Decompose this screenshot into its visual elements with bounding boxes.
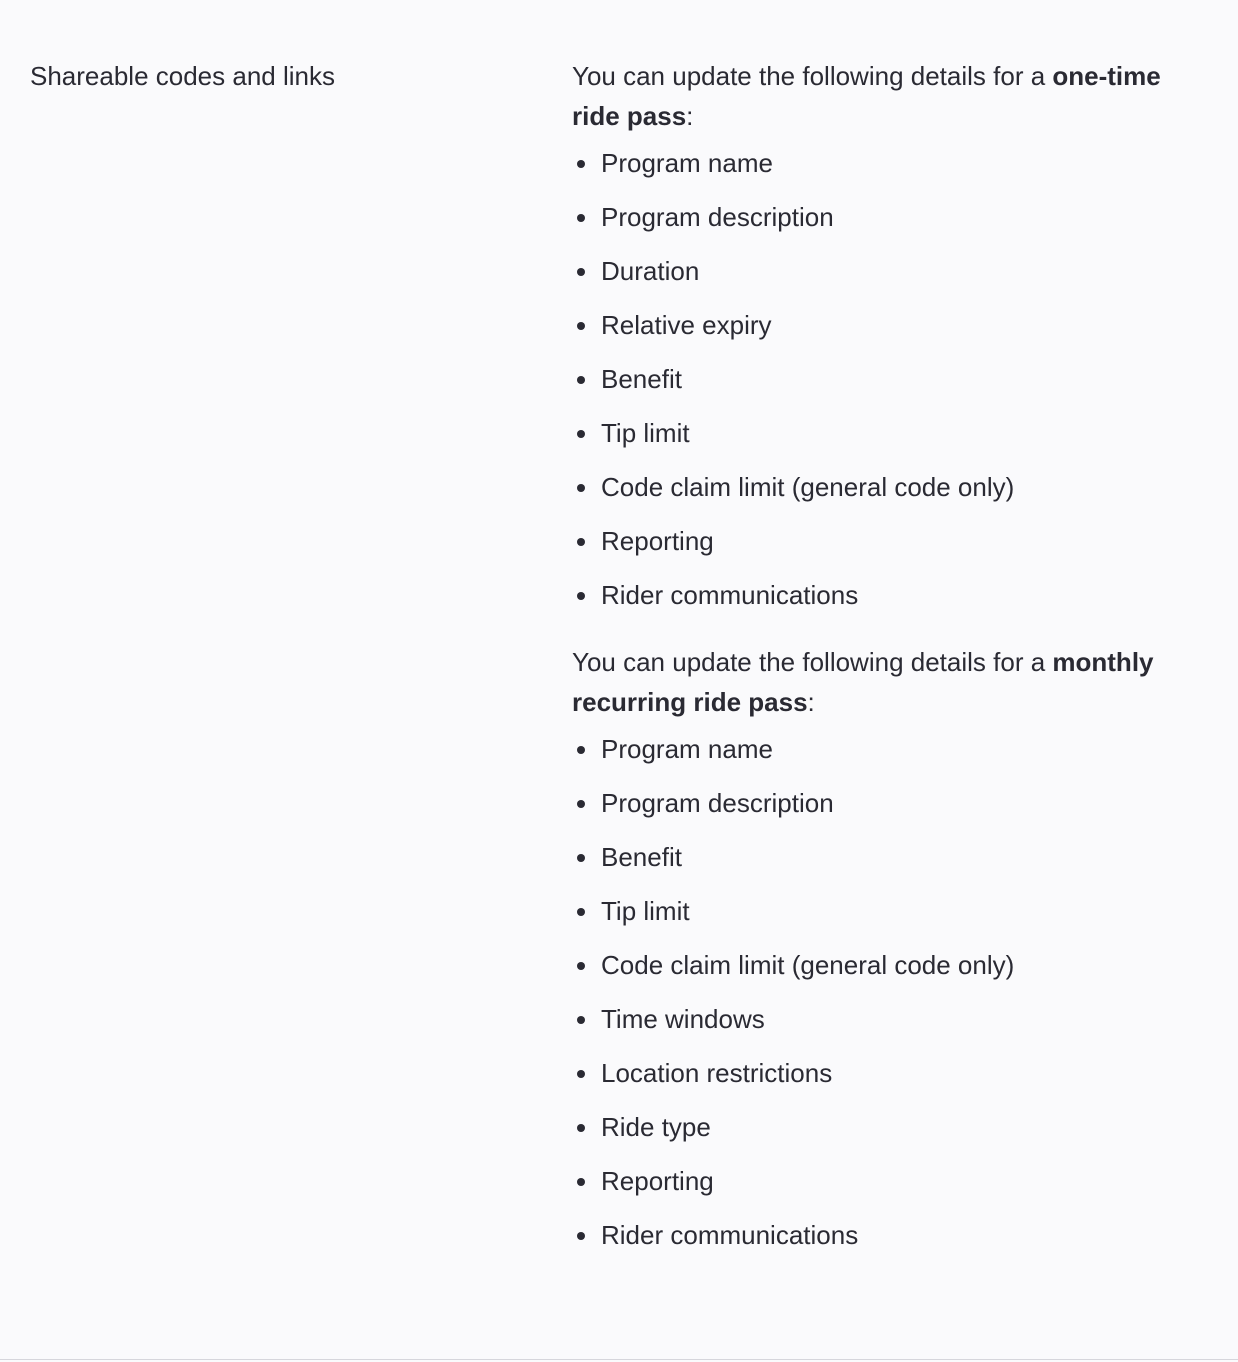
list-item	[572, 1056, 1212, 1090]
bullet-icon	[577, 1178, 585, 1186]
bullet-icon	[577, 1232, 585, 1240]
section-spacer	[572, 624, 1212, 642]
monthly-intro	[572, 642, 1212, 722]
list-item-label: Program description	[601, 788, 834, 818]
bullet-icon	[577, 854, 585, 862]
list-item	[572, 1164, 1212, 1198]
list-item-label: Ride type	[601, 1112, 711, 1142]
row-content	[572, 56, 1212, 1264]
bullet-icon	[577, 376, 585, 384]
list-item	[572, 894, 1212, 928]
list-item	[572, 416, 1212, 450]
list-item	[572, 840, 1212, 874]
list-item-label: Program name	[601, 148, 773, 178]
list-item	[572, 1002, 1212, 1036]
list-item	[572, 200, 1212, 234]
list-item	[572, 786, 1212, 820]
list-item	[572, 470, 1212, 504]
bullet-icon	[577, 484, 585, 492]
bullet-icon	[577, 268, 585, 276]
list-item	[572, 308, 1212, 342]
intro-colon: :	[686, 101, 694, 131]
list-item	[572, 732, 1212, 766]
one-time-intro	[572, 56, 1212, 136]
list-item-label: Rider communications	[601, 1220, 859, 1250]
intro-colon: :	[807, 687, 815, 717]
list-item-label: Duration	[601, 256, 700, 286]
list-item-label: Code claim limit (general code only)	[601, 950, 1015, 980]
list-item-label: Benefit	[601, 364, 682, 394]
list-item-label: Time windows	[601, 1004, 765, 1034]
bullet-icon	[577, 800, 585, 808]
bullet-icon	[577, 430, 585, 438]
intro-text: You can update the following details for a	[572, 61, 1053, 91]
list-item-label: Relative expiry	[601, 310, 772, 340]
list-item-label: Rider communications	[601, 580, 859, 610]
bullet-icon	[577, 1016, 585, 1024]
list-item-label: Location restrictions	[601, 1058, 833, 1088]
list-item	[572, 1110, 1212, 1144]
list-item-label: Reporting	[601, 1166, 714, 1196]
pass-type-bold: one-time ride pass	[572, 61, 1161, 131]
list-item-label: Benefit	[601, 842, 682, 872]
bullet-icon	[577, 322, 585, 330]
list-item-label: Code claim limit (general code only)	[601, 472, 1015, 502]
list-item	[572, 362, 1212, 396]
bullet-icon	[577, 160, 585, 168]
list-item	[572, 254, 1212, 288]
list-item-label: Reporting	[601, 526, 714, 556]
intro-text: You can update the following details for a	[572, 647, 1053, 677]
row-label: Shareable codes and links	[30, 61, 335, 91]
list-item	[572, 1218, 1212, 1252]
list-item-label: Tip limit	[601, 896, 690, 926]
bullet-icon	[577, 1070, 585, 1078]
list-item	[572, 948, 1212, 982]
bullet-icon	[577, 1124, 585, 1132]
list-item	[572, 578, 1212, 612]
list-item	[572, 524, 1212, 558]
bullet-icon	[577, 214, 585, 222]
bullet-icon	[577, 592, 585, 600]
bullet-icon	[577, 908, 585, 916]
list-item-label: Tip limit	[601, 418, 690, 448]
bullet-icon	[577, 538, 585, 546]
bullet-icon	[577, 746, 585, 754]
list-item-label: Program name	[601, 734, 773, 764]
one-time-details-list	[572, 146, 1212, 612]
pass-type-bold: monthly recurring ride pass	[572, 647, 1154, 717]
monthly-details-list	[572, 732, 1212, 1252]
bullet-icon	[577, 962, 585, 970]
list-item	[572, 146, 1212, 180]
list-item-label: Program description	[601, 202, 834, 232]
